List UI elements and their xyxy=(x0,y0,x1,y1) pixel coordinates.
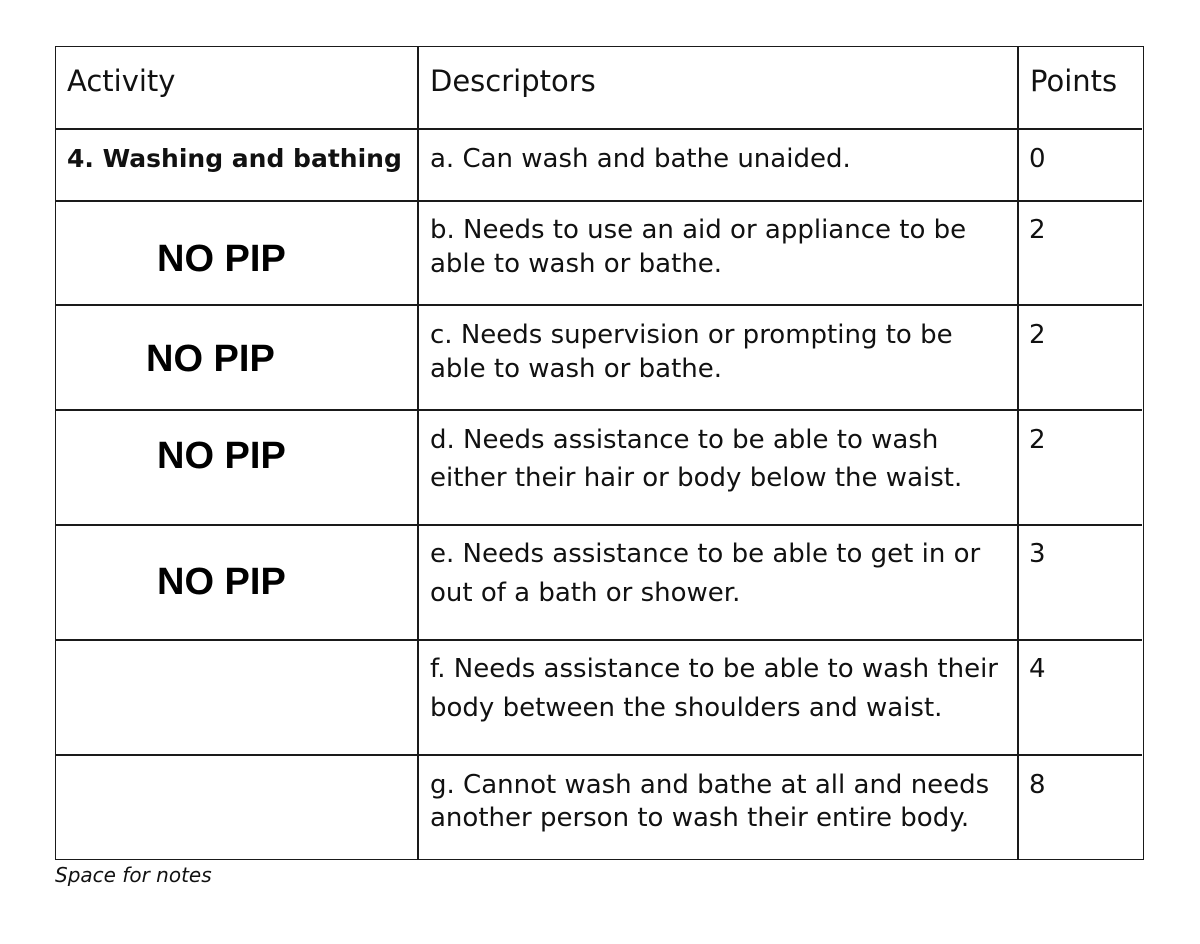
descriptor-table xyxy=(55,46,1144,860)
no-pip-marker: NO PIP xyxy=(157,561,286,603)
descriptor-line: a. Can wash and bathe unaided. xyxy=(430,144,851,174)
descriptor-line: e. Needs assistance to be able to get in or xyxy=(430,539,981,569)
descriptor-line: able to wash or bathe. xyxy=(430,249,723,279)
descriptor-line: g. Cannot wash and bathe at all and needs xyxy=(430,770,990,800)
no-pip-marker: NO PIP xyxy=(146,338,275,380)
row-divider xyxy=(56,304,1142,306)
row-divider xyxy=(56,754,1142,756)
points-value: 2 xyxy=(1029,320,1046,350)
descriptor-line: body between the shoulders and waist. xyxy=(430,693,943,723)
header-points: Points xyxy=(1030,64,1118,98)
points-value: 4 xyxy=(1029,654,1046,684)
descriptor-line: b. Needs to use an aid or appliance to be xyxy=(430,215,967,245)
descriptor-line: d. Needs assistance to be able to wash xyxy=(430,425,939,455)
column-divider xyxy=(417,47,419,859)
points-value: 0 xyxy=(1029,144,1046,174)
descriptor-line: out of a bath or shower. xyxy=(430,578,741,608)
notes-label: Space for notes xyxy=(55,863,212,887)
no-pip-marker: NO PIP xyxy=(157,238,286,280)
row-divider xyxy=(56,200,1142,202)
descriptor-line: c. Needs supervision or prompting to be xyxy=(430,320,953,350)
activity-title: 4. Washing and bathing xyxy=(67,144,402,173)
header-activity: Activity xyxy=(67,64,176,98)
points-value: 3 xyxy=(1029,539,1046,569)
row-divider xyxy=(56,409,1142,411)
points-value: 2 xyxy=(1029,215,1046,245)
descriptor-line: another person to wash their entire body. xyxy=(430,803,970,833)
header-descriptors: Descriptors xyxy=(430,64,596,98)
descriptor-line: able to wash or bathe. xyxy=(430,354,723,384)
column-divider xyxy=(1017,47,1019,859)
descriptor-line: f. Needs assistance to be able to wash their xyxy=(430,654,998,684)
no-pip-marker: NO PIP xyxy=(157,435,286,477)
descriptor-line: either their hair or body below the waist. xyxy=(430,463,963,493)
row-divider xyxy=(56,639,1142,641)
points-value: 8 xyxy=(1029,770,1046,800)
row-divider xyxy=(56,524,1142,526)
points-value: 2 xyxy=(1029,425,1046,455)
row-divider xyxy=(56,128,1142,130)
